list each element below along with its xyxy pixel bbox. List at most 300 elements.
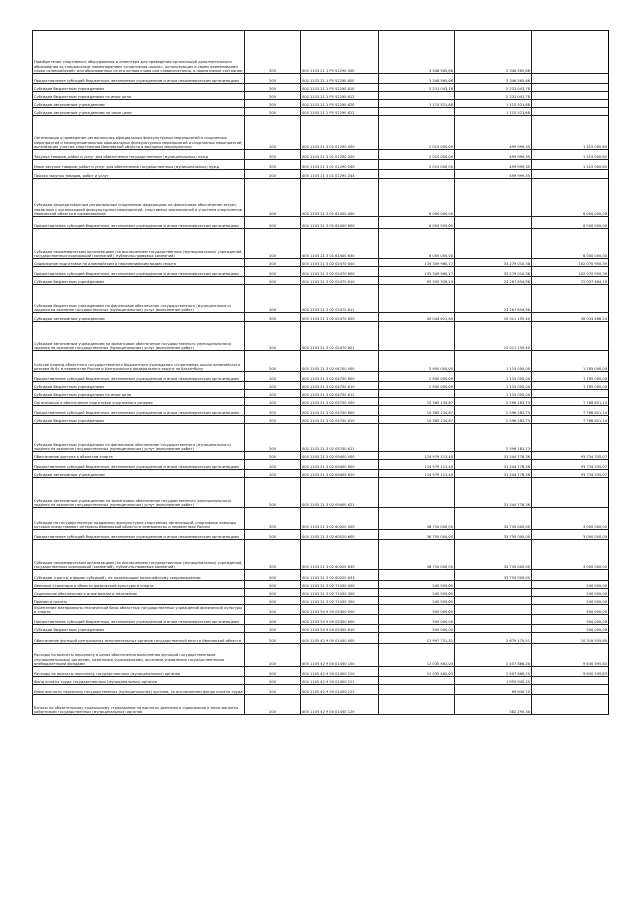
- row-kbk-cell: 000 1103 21 3 02 05700 600: [301, 406, 379, 416]
- row-kbk-cell: 000 1103 21 3 01 61400 630: [301, 229, 379, 259]
- row-executed-cell: [455, 589, 532, 597]
- row-kbk-cell: 000 1103 21 1 P5 52290 622: [301, 108, 379, 116]
- table-row: [33, 695, 609, 715]
- row-executed-cell: 23 267 854,98: [455, 285, 532, 313]
- row-name-cell: Предоставление субсидий бюджетным, автономным учреждениям и иным некоммерческим организациям: [33, 460, 245, 470]
- row-approved-cell: [379, 685, 455, 695]
- row-name-cell: Субсидии бюджетным учреждениям на иные цели: [33, 92, 245, 100]
- row-name-cell: Предоставление субсидий бюджетным, автономным учреждениям и иным некоммерческим организациям: [33, 615, 245, 625]
- row-kbk-cell: 000 1103 21 1 P5 52290 600: [301, 74, 379, 84]
- row-kbk-cell: 000 1103 21 3 02 02470 621: [301, 322, 379, 351]
- row-approved-cell: 3 346 565,66: [379, 31, 455, 74]
- row-approved-cell: 36 750 000,00: [379, 540, 455, 570]
- row-approved-cell: [379, 322, 455, 351]
- row-remainder-cell: 102 070 950,39: [532, 267, 609, 277]
- row-approved-cell: 124 979 113,40: [379, 470, 455, 478]
- row-code-cell: 200: [245, 382, 301, 390]
- row-executed-cell: [455, 581, 532, 589]
- row-code-cell: 200: [245, 667, 301, 677]
- row-name-cell: Субсидии автономным учреждениям: [33, 313, 245, 322]
- row-approved-cell: 500 000,00: [379, 605, 455, 615]
- row-name-cell: Субсидии бюджетным учреждениям: [33, 625, 245, 633]
- row-kbk-cell: 000 1103 21 3 01 01290 240: [301, 160, 379, 170]
- row-executed-cell: 2 596 283,73: [455, 406, 532, 416]
- row-kbk-cell: 000 1103 21 3 02 02470 610: [301, 277, 379, 285]
- row-executed-cell: 2 231 043,78: [455, 92, 532, 100]
- row-executed-cell: 1 955 940,20: [455, 677, 532, 685]
- row-name-cell: Премии и гранты: [33, 597, 245, 605]
- row-name-cell: Организация и обеспечение подготовки спортивного резерва: [33, 398, 245, 406]
- row-name-cell: Социальное обеспечение и иные выплаты населению: [33, 589, 245, 597]
- row-name-cell: Субсидии аккредитованным региональным спортивным федерациям на финансовое обеспечение затрат, связанных с организацией физкультурных мероприятий, спортивных мероприятий и участием спортсменов Ивановской области в соревнованиях: [33, 179, 245, 217]
- row-executed-cell: [455, 605, 532, 615]
- table-row: [33, 633, 609, 644]
- row-approved-cell: [379, 570, 455, 581]
- row-remainder-cell: 3 000 000,00: [532, 508, 609, 530]
- row-approved-cell: 2 231 043,78: [379, 84, 455, 92]
- row-executed-cell: 31 244 778,36: [455, 452, 532, 460]
- row-executed-cell: 499 999,35: [455, 150, 532, 160]
- table-row: [33, 470, 609, 478]
- table-row: [33, 390, 609, 398]
- table-row: [33, 581, 609, 589]
- row-remainder-cell: 10 318 555,80: [532, 633, 609, 644]
- table-row: [33, 530, 609, 540]
- row-name-cell: Организация и проведение региональных официальных физкультурных мероприятий и спортивных мероприятий и межмуниципальных официальных физкультурных мероприятий и спортивных мероприятий, организация участия спортсменов Ивановской области в выездных мероприятиях: [33, 116, 245, 150]
- row-code-cell: 200: [245, 508, 301, 530]
- row-code-cell: 200: [245, 116, 301, 150]
- row-remainder-cell: [532, 570, 609, 581]
- row-approved-cell: 8 000 000,00: [379, 217, 455, 229]
- row-code-cell: 200: [245, 229, 301, 259]
- row-executed-cell: 382 295,30: [455, 695, 532, 715]
- row-kbk-cell: 000 1103 21 3 02 09400 600: [301, 460, 379, 470]
- table-row: [33, 398, 609, 406]
- table-row: [33, 229, 609, 259]
- row-remainder-cell: [532, 478, 609, 508]
- row-remainder-cell: 500 000,00: [532, 625, 609, 633]
- row-code-cell: 200: [245, 416, 301, 424]
- row-name-cell: Именные стипендии в области физической культуры и спорта: [33, 581, 245, 589]
- row-remainder-cell: 240 000,00: [532, 581, 609, 589]
- row-executed-cell: 31 244 778,36: [455, 478, 532, 508]
- row-remainder-cell: 8 000 000,00: [532, 217, 609, 229]
- row-executed-cell: 499 999,35: [455, 160, 532, 170]
- table-row: [33, 372, 609, 382]
- row-name-cell: Закупка товаров, работ и услуг для обеспечения государственных (муниципальных) нужд: [33, 150, 245, 160]
- table-row: [33, 416, 609, 424]
- row-code-cell: 200: [245, 150, 301, 160]
- table-row: [33, 644, 609, 667]
- row-kbk-cell: 000 1103 21 3 02 02470 600: [301, 267, 379, 277]
- table-row: [33, 478, 609, 508]
- table-row: [33, 424, 609, 452]
- row-kbk-cell: 000 1103 21 3 02 09400 621: [301, 478, 379, 508]
- row-approved-cell: [379, 170, 455, 179]
- row-kbk-cell: 000 1103 21 3 02 04700 000: [301, 351, 379, 372]
- row-code-cell: 200: [245, 351, 301, 372]
- row-name-cell: Субсидии некоммерческим организациям (за исключением государственных (муниципальных) учреждений, государственных корпораций (компаний), публично-правовых компаний): [33, 540, 245, 570]
- row-code-cell: 200: [245, 92, 301, 100]
- row-kbk-cell: 000 1103 21 3 02 05700 000: [301, 398, 379, 406]
- row-approved-cell: [379, 108, 455, 116]
- row-executed-cell: 31 244 778,36: [455, 460, 532, 470]
- row-kbk-cell: 000 1103 21 3 01 61400 600: [301, 217, 379, 229]
- row-executed-cell: 33 750 000,00: [455, 530, 532, 540]
- table-row: [33, 313, 609, 322]
- row-code-cell: 200: [245, 217, 301, 229]
- row-executed-cell: 1 115 000,00: [455, 372, 532, 382]
- table-row: [33, 74, 609, 84]
- row-code-cell: 200: [245, 570, 301, 581]
- table-row: [33, 217, 609, 229]
- row-code-cell: 200: [245, 460, 301, 470]
- report-sheet: [32, 30, 608, 863]
- row-code-cell: 200: [245, 677, 301, 685]
- row-code-cell: 200: [245, 424, 301, 452]
- row-name-cell: Предоставление субсидий бюджетным, автономным учреждениям и иным некоммерческим организациям: [33, 530, 245, 540]
- row-approved-cell: 36 750 000,00: [379, 530, 455, 540]
- row-remainder-cell: 93 734 335,07: [532, 460, 609, 470]
- table-row: [33, 508, 609, 530]
- budget-execution-table: [32, 30, 609, 715]
- row-approved-cell: [379, 677, 455, 685]
- row-code-cell: 200: [245, 313, 301, 322]
- row-executed-cell: [455, 217, 532, 229]
- row-name-cell: Субсидии (гранты в форме субсидий), не подлежащие казначейскому сопровождению: [33, 570, 245, 581]
- row-approved-cell: 12 035 462,03: [379, 644, 455, 667]
- row-approved-cell: 240 000,00: [379, 581, 455, 589]
- row-executed-cell: 499 999,35: [455, 170, 532, 179]
- row-approved-cell: 36 750 000,00: [379, 508, 455, 530]
- row-kbk-cell: 000 1103 21 3 01 01290 244: [301, 170, 379, 179]
- row-kbk-cell: 000 1103 21 3 02 09400 000: [301, 452, 379, 460]
- row-remainder-cell: 8 000 000,00: [532, 229, 609, 259]
- row-name-cell: Обеспечение доступа к объектам спорта: [33, 452, 245, 460]
- row-code-cell: 200: [245, 398, 301, 406]
- table-row: [33, 351, 609, 372]
- row-kbk-cell: 000 1103 21 1 P5 52290 000: [301, 31, 379, 74]
- row-executed-cell: 1 115 000,00: [455, 351, 532, 372]
- row-kbk-cell: 000 1103 21 3 02 02470 620: [301, 313, 379, 322]
- row-kbk-cell: 000 1103 21 3 01 01290 000: [301, 116, 379, 150]
- row-remainder-cell: 1 515 000,65: [532, 160, 609, 170]
- row-name-cell: Субсидии автономным учреждениям: [33, 470, 245, 478]
- row-kbk-cell: 000 1105 42 9 00 01450 122: [301, 685, 379, 695]
- row-kbk-cell: 000 1105 42 9 00 01450 129: [301, 695, 379, 715]
- row-code-cell: 200: [245, 277, 301, 285]
- table-row: [33, 382, 609, 390]
- row-remainder-cell: 1 515 000,65: [532, 116, 609, 150]
- row-code-cell: 200: [245, 625, 301, 633]
- row-kbk-cell: 000 1103 50 9 00 05300 610: [301, 625, 379, 633]
- row-approved-cell: [379, 424, 455, 452]
- row-remainder-cell: [532, 74, 609, 84]
- row-code-cell: 200: [245, 179, 301, 217]
- row-executed-cell: 1 115 521,88: [455, 100, 532, 108]
- row-approved-cell: 95 305 339,13: [379, 277, 455, 285]
- row-remainder-cell: 93 734 335,07: [532, 452, 609, 460]
- row-kbk-cell: 000 1103 21 3 02 02470 611: [301, 285, 379, 313]
- row-kbk-cell: 000 1105 42 9 00 01450 100: [301, 644, 379, 667]
- row-remainder-cell: [532, 695, 609, 715]
- row-code-cell: 200: [245, 160, 301, 170]
- row-approved-cell: [379, 92, 455, 100]
- row-kbk-cell: 000 1103 21 3 02 04700 600: [301, 372, 379, 382]
- row-kbk-cell: 000 1103 21 1 P5 52290 612: [301, 92, 379, 100]
- row-code-cell: 200: [245, 170, 301, 179]
- row-kbk-cell: 000 1105 42 9 00 01450 000: [301, 633, 379, 644]
- row-name-cell: Субсидии автономным учреждениям: [33, 100, 245, 108]
- table-row: [33, 452, 609, 460]
- row-kbk-cell: 000 1103 50 9 00 05300 000: [301, 605, 379, 615]
- table-row: [33, 589, 609, 597]
- row-executed-cell: 2 407 866,20: [455, 667, 532, 677]
- row-kbk-cell: 000 1103 21 3 02 71030 000: [301, 581, 379, 589]
- row-kbk-cell: 000 1103 50 9 00 05300 600: [301, 615, 379, 625]
- row-kbk-cell: 000 1103 21 3 01 61400 000: [301, 179, 379, 217]
- table-row: [33, 84, 609, 92]
- row-code-cell: 200: [245, 540, 301, 570]
- row-executed-cell: [455, 615, 532, 625]
- row-name-cell: Субсидии бюджетным учреждениям на финансовое обеспечение государственного (муниципального) задания на оказание государственных (муниципальных) услуг (выполнение работ): [33, 285, 245, 313]
- table-row: [33, 570, 609, 581]
- row-approved-cell: 40 044 621,64: [379, 313, 455, 322]
- row-name-cell: Субсидии автономным учреждениям на финансовое обеспечение государственного (муниципального) задания на оказание государственных (муниципальных) услуг (выполнение работ): [33, 478, 245, 508]
- row-code-cell: 200: [245, 633, 301, 644]
- row-remainder-cell: 102 070 950,39: [532, 259, 609, 267]
- row-code-cell: 200: [245, 530, 301, 540]
- table-row: [33, 31, 609, 74]
- row-remainder-cell: 93 734 335,07: [532, 470, 609, 478]
- row-code-cell: 200: [245, 470, 301, 478]
- table-row: [33, 685, 609, 695]
- row-approved-cell: [379, 390, 455, 398]
- row-approved-cell: [379, 285, 455, 313]
- row-name-cell: Предоставление субсидий бюджетным, автономным учреждениям и иным некоммерческим организациям: [33, 406, 245, 416]
- table-row: [33, 160, 609, 170]
- row-approved-cell: 2 900 000,00: [379, 351, 455, 372]
- row-remainder-cell: [532, 285, 609, 313]
- row-remainder-cell: 8 000 000,00: [532, 179, 609, 217]
- row-code-cell: 200: [245, 84, 301, 92]
- row-kbk-cell: 000 1103 21 3 01 01290 200: [301, 150, 379, 160]
- row-approved-cell: 2 900 000,00: [379, 372, 455, 382]
- table-row: [33, 285, 609, 313]
- row-kbk-cell: 000 1103 21 3 02 60020 630: [301, 540, 379, 570]
- row-name-cell: Прочая закупка товаров, работ и услуг: [33, 170, 245, 179]
- row-remainder-cell: 30 033 466,24: [532, 313, 609, 322]
- row-name-cell: Приобретение спортивного оборудования и инвентаря для приведения организаций дополнительного образования со специальным наименованием «спортивная школа», использующих в своем наименовании слово «олимпийский» или образованных на его основе слова или словосочетания, в нормативное состояние: [33, 31, 245, 74]
- row-approved-cell: 2 015 000,00: [379, 116, 455, 150]
- row-name-cell: Расходы на выплаты персоналу государственных (муниципальных) органов: [33, 667, 245, 677]
- row-approved-cell: [379, 478, 455, 508]
- row-remainder-cell: [532, 100, 609, 108]
- row-kbk-cell: 000 1105 42 9 00 01450 121: [301, 677, 379, 685]
- row-executed-cell: 33 750 000,00: [455, 540, 532, 570]
- row-executed-cell: 33 750 000,00: [455, 508, 532, 530]
- row-remainder-cell: 500 000,00: [532, 605, 609, 615]
- row-remainder-cell: [532, 685, 609, 695]
- row-code-cell: 200: [245, 108, 301, 116]
- row-code-cell: 200: [245, 605, 301, 615]
- row-approved-cell: 2 015 000,00: [379, 150, 455, 160]
- row-code-cell: 200: [245, 390, 301, 398]
- row-kbk-cell: 000 1103 21 3 02 05700 610: [301, 416, 379, 424]
- row-kbk-cell: 000 1103 21 3 02 60020 633: [301, 570, 379, 581]
- table-row: [33, 677, 609, 685]
- row-approved-cell: [379, 695, 455, 715]
- row-executed-cell: 2 596 283,73: [455, 416, 532, 424]
- row-name-cell: Предоставление субсидий бюджетным, автономным учреждениям и иным некоммерческим организациям: [33, 217, 245, 229]
- row-name-cell: Субсидии бюджетным учреждениям на иные цели: [33, 390, 245, 398]
- table-row: [33, 116, 609, 150]
- row-kbk-cell: 000 1103 21 3 02 02470 000: [301, 259, 379, 267]
- row-executed-cell: [455, 597, 532, 605]
- row-name-cell: Субсидии автономным учреждениям на финансовое обеспечение государственного (муниципального) задания на оказание государственных (муниципальных) услуг (выполнение работ): [33, 322, 245, 351]
- row-code-cell: 200: [245, 267, 301, 277]
- row-remainder-cell: 240 000,00: [532, 597, 609, 605]
- row-executed-cell: 33 279 010,38: [455, 259, 532, 267]
- row-name-cell: Субсидии бюджетным учреждениям на финансовое обеспечение государственного (муниципального) задания на оказание государственных (муниципальных) услуг (выполнение работ): [33, 424, 245, 452]
- row-remainder-cell: [532, 322, 609, 351]
- table-row: [33, 108, 609, 116]
- row-executed-cell: [455, 625, 532, 633]
- row-name-cell: Взносы по обязательному социальному страхованию на выплаты денежного содержания и иные выплаты работникам государственных (муниципальных) органов: [33, 695, 245, 715]
- row-remainder-cell: 3 000 000,00: [532, 540, 609, 570]
- row-executed-cell: 23 267 854,98: [455, 277, 532, 285]
- row-name-cell: Расходы на выплаты персоналу в целях обеспечения выполнения функций государственными (муниципальными) органами, казенными учреждениями, органами управления государственными внебюджетными фондами: [33, 644, 245, 667]
- row-code-cell: 200: [245, 695, 301, 715]
- row-remainder-cell: [532, 170, 609, 179]
- table-row: [33, 667, 609, 677]
- row-kbk-cell: 000 1103 21 3 02 04700 612: [301, 390, 379, 398]
- row-remainder-cell: 1 515 000,65: [532, 150, 609, 160]
- row-remainder-cell: 7 768 851,14: [532, 416, 609, 424]
- row-name-cell: Субсидии автономным учреждениям на иные цели: [33, 108, 245, 116]
- row-name-cell: Субсидии некоммерческим организациям (за исключением государственных (муниципальных) учреждений, государственных корпораций (компаний), публично-правовых компаний): [33, 229, 245, 259]
- row-approved-cell: 2 900 000,00: [379, 382, 455, 390]
- row-remainder-cell: [532, 424, 609, 452]
- row-executed-cell: 2 231 043,78: [455, 84, 532, 92]
- row-code-cell: 200: [245, 644, 301, 667]
- row-executed-cell: 2 596 283,73: [455, 398, 532, 406]
- row-remainder-cell: [532, 108, 609, 116]
- row-code-cell: 200: [245, 478, 301, 508]
- table-row: [33, 597, 609, 605]
- table-row: [33, 179, 609, 217]
- row-remainder-cell: [532, 31, 609, 74]
- row-kbk-cell: 000 1103 21 1 P5 52290 620: [301, 100, 379, 108]
- row-kbk-cell: 000 1103 21 3 02 71030 300: [301, 589, 379, 597]
- table-row: [33, 625, 609, 633]
- row-name-cell: Иные выплаты персоналу государственных (муниципальных) органов, за исключением фонда оплаты труда: [33, 685, 245, 695]
- row-kbk-cell: 000 1105 42 9 00 01450 120: [301, 667, 379, 677]
- row-remainder-cell: 3 000 000,00: [532, 530, 609, 540]
- row-remainder-cell: 9 630 595,83: [532, 644, 609, 667]
- row-approved-cell: 3 346 565,66: [379, 74, 455, 84]
- row-code-cell: 200: [245, 285, 301, 313]
- table-row: [33, 406, 609, 416]
- row-approved-cell: 10 365 134,87: [379, 416, 455, 424]
- row-code-cell: 200: [245, 74, 301, 84]
- row-name-cell: Участие команд областного государственного бюджетного учреждения «Спортивная школа олимпийского резерва № 6» в первенстве России и Центрального федерального округа по баскетболу: [33, 351, 245, 372]
- row-code-cell: 200: [245, 322, 301, 351]
- row-name-cell: Фонд оплаты труда государственных (муниципальных) органов: [33, 677, 245, 685]
- row-name-cell: Предоставление субсидий бюджетным, автономным учреждениям и иным некоммерческим организациям: [33, 267, 245, 277]
- row-approved-cell: 8 000 000,00: [379, 179, 455, 217]
- row-executed-cell: 1 115 000,00: [455, 382, 532, 390]
- row-approved-cell: 10 365 134,87: [379, 398, 455, 406]
- row-code-cell: 200: [245, 581, 301, 589]
- row-approved-cell: 8 000 000,00: [379, 229, 455, 259]
- table-row: [33, 92, 609, 100]
- row-code-cell: 200: [245, 31, 301, 74]
- row-kbk-cell: 000 1103 21 3 02 71030 350: [301, 597, 379, 605]
- row-executed-cell: 499 999,35: [455, 116, 532, 150]
- row-executed-cell: 2 407 866,20: [455, 644, 532, 667]
- row-code-cell: 200: [245, 406, 301, 416]
- row-executed-cell: [455, 179, 532, 217]
- row-code-cell: 200: [245, 100, 301, 108]
- row-executed-cell: 3 346 565,66: [455, 74, 532, 84]
- row-approved-cell: 124 979 113,40: [379, 460, 455, 470]
- row-approved-cell: 12 035 462,03: [379, 667, 455, 677]
- row-executed-cell: 31 244 778,36: [455, 470, 532, 478]
- row-approved-cell: 240 000,00: [379, 597, 455, 605]
- row-kbk-cell: 000 1103 21 3 02 09400 620: [301, 470, 379, 478]
- row-remainder-cell: 1 785 000,00: [532, 372, 609, 382]
- row-approved-cell: 2 015 000,00: [379, 160, 455, 170]
- table-row: [33, 460, 609, 470]
- table-row: [33, 267, 609, 277]
- row-name-cell: Субсидии бюджетным учреждениям: [33, 277, 245, 285]
- row-kbk-cell: 000 1103 21 3 02 04700 610: [301, 382, 379, 390]
- row-remainder-cell: 7 768 851,14: [532, 398, 609, 406]
- row-remainder-cell: [532, 84, 609, 92]
- row-code-cell: 200: [245, 685, 301, 695]
- row-approved-cell: 12 997 731,31: [379, 633, 455, 644]
- row-code-cell: 200: [245, 589, 301, 597]
- row-kbk-cell: 000 1103 21 1 P5 52290 610: [301, 84, 379, 92]
- row-approved-cell: 240 000,00: [379, 589, 455, 597]
- row-name-cell: Укрепление материально-технической базы областных государственных учреждений физической культуры и спорта: [33, 605, 245, 615]
- row-executed-cell: 2 679 175,51: [455, 633, 532, 644]
- row-name-cell: Субсидии бюджетным учреждениям: [33, 84, 245, 92]
- row-kbk-cell: 000 1103 21 3 02 05700 611: [301, 424, 379, 452]
- table-row: [33, 322, 609, 351]
- row-executed-cell: 2 596 283,73: [455, 424, 532, 452]
- row-remainder-cell: 1 785 000,00: [532, 382, 609, 390]
- row-remainder-cell: 9 630 595,83: [532, 667, 609, 677]
- table-row: [33, 259, 609, 267]
- row-approved-cell: 135 349 960,77: [379, 267, 455, 277]
- row-name-cell: Субсидии бюджетным учреждениям: [33, 416, 245, 424]
- row-executed-cell: 1 115 000,00: [455, 390, 532, 398]
- row-name-cell: Предоставление субсидий бюджетным, автономным учреждениям и иным некоммерческим организациям: [33, 74, 245, 84]
- row-remainder-cell: 7 768 851,14: [532, 406, 609, 416]
- row-executed-cell: 69 630,70: [455, 685, 532, 695]
- table-row: [33, 277, 609, 285]
- row-executed-cell: 33 279 010,38: [455, 267, 532, 277]
- table-row: [33, 615, 609, 625]
- table-row: [33, 540, 609, 570]
- row-remainder-cell: [532, 677, 609, 685]
- row-code-cell: 200: [245, 615, 301, 625]
- row-approved-cell: 500 000,00: [379, 625, 455, 633]
- row-executed-cell: 1 115 521,88: [455, 108, 532, 116]
- row-remainder-cell: 240 000,00: [532, 589, 609, 597]
